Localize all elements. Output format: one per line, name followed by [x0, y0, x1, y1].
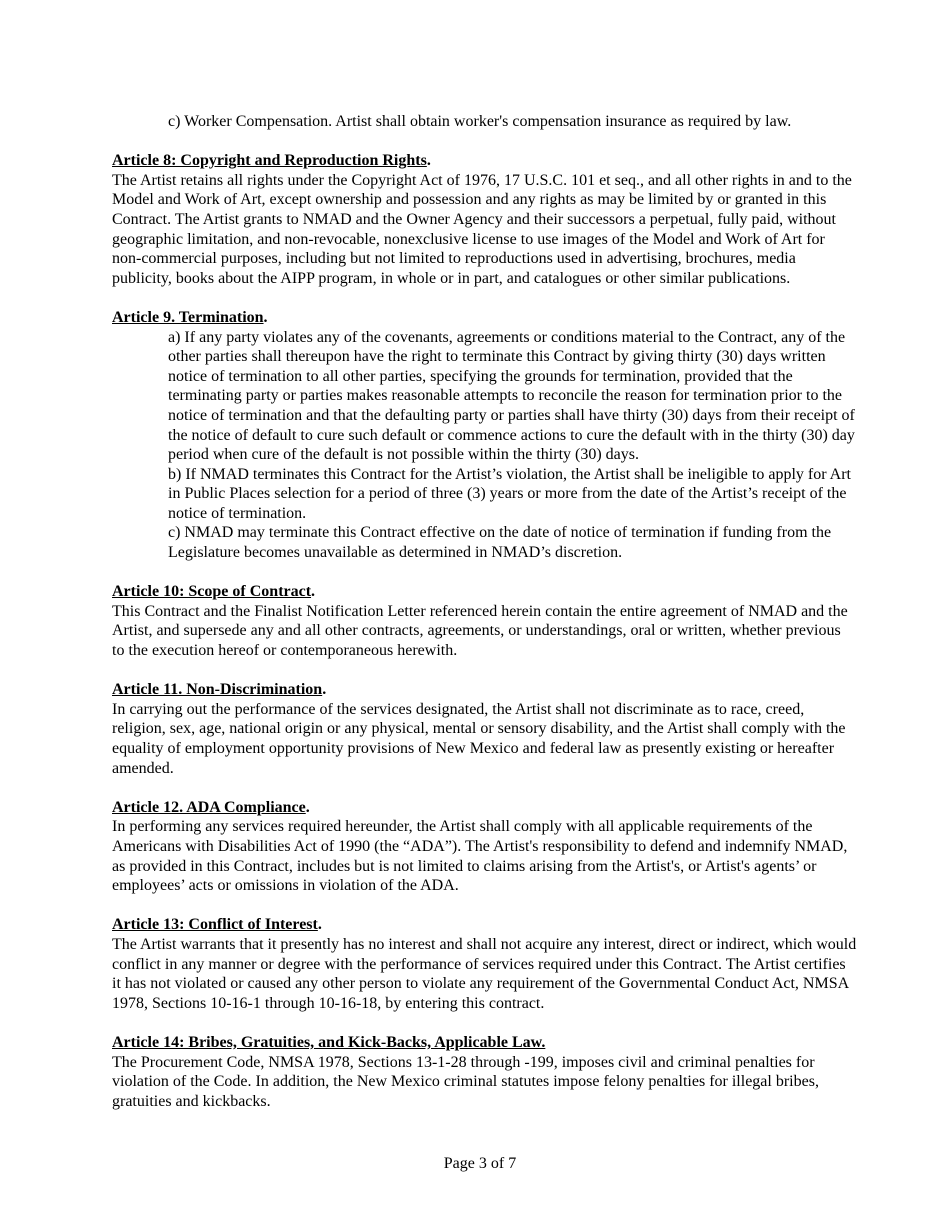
worker-compensation-item: c) Worker Compensation. Artist shall obtain worker's compensation insurance as required by law.	[168, 113, 792, 130]
article-11-title: Article 11. Non-Discrimination	[112, 681, 323, 699]
article-14	[112, 1033, 857, 1111]
article-9-title: Article 9. Termination	[112, 308, 264, 326]
article-10-body: This Contract and the Finalist Notification Letter referenced herein contain the entire agreement of NMAD and the Artist, and supersede any and all other contracts, agreements, or understandings, oral or written, whether previous to the execution hereof or contemporaneous herewith.	[112, 602, 848, 660]
article-9: Article 9. Termination. a) If any party violates any of the covenants, agreements or conditions material to the Contract, any of the other parties shall thereupon have the right to terminate this Contract by giving thirty (30) days written notice of termination to all other parties, specifying the grounds for termination, provided that the terminating party or parties makes reasonable attempts to reconcile the reason for termination prior to the notice of termination and that the defaulting party or parties shall have thirty (30) days from their receipt of the notice of default to cure such default or commence actions to cure the default with in the thirty (30) day period when cure of the default is not possible within the thirty (30) days. b) If NMAD terminates this Contract for the Artist’s violation, the Artist shall be ineligible to apply for Art in Public Places selection for a period of three (3) years or more from the date of the Artist’s receipt of the notice of termination. c) NMAD may terminate this Contract effective on the date of notice of termination if funding from the Legislature becomes unavailable as determined in NMAD’s discretion.	[112, 308, 857, 563]
article-11: Article 11. Non-Discrimination. In carrying out the performance of the services designated, the Artist shall not discriminate as to race, creed, religion, sex, age, national origin or any physical, mental or sensory disability, and the Artist shall comply with the equality of employment opportunity provisions of New Mexico and federal law as presently existing or hereafter amended.	[112, 680, 857, 778]
article-13-body: The Artist warrants that it presently has no interest and shall not acquire any interest, direct or indirect, which would conflict in any manner or degree with the performance of services required under this Contract. The Artist certifies it has not violated or caused any other person to violate any requirement of the Governmental Conduct Act, NMSA 1978, Sections 10-16-1 through 10-16-18, by entering this contract.	[112, 935, 857, 1012]
article-9-item-c: c) NMAD may terminate this Contract effective on the date of notice of termination if funding from the Legislature becomes unavailable as determined in NMAD’s discretion.	[168, 524, 832, 562]
article-8: Article 8: Copyright and Reproduction Rights. The Artist retains all rights under the Copyright Act of 1976, 17 U.S.C. 101 et seq., and all other rights in and to the Model and Work of Art, except ownership and possession and any rights as may be limited by or granted in this Contract. The Artist grants to NMAD and the Owner Agency and their successors a perpetual, fully paid, without geographic limitation, and non-revocable, nonexclusive license to use images of the Model and Work of Art for non-commercial purposes, including but not limited to reproductions used in advertising, brochures, media publicity, books about the AIPP program, in whole or in part, and catalogues or other similar publications.	[112, 151, 857, 288]
article-9-item-b: b) If NMAD terminates this Contract for the Artist’s violation, the Artist shall be ineligible to apply for Art in Public Places selection for a period of three (3) years or more from the date of the Artist’s receipt of the notice of termination.	[168, 465, 851, 522]
article-10-title: Article 10: Scope of Contract	[112, 583, 312, 601]
article-11-body: In carrying out the performance of the services designated, the Artist shall not discriminate as to race, creed, religion, sex, age, national origin or any physical, mental or sensory disability, and the Artist shall comply with the equality of employment opportunity provisions of New Mexico and federal law as presently existing or hereafter amended.	[112, 700, 846, 777]
article-14-body: The Procurement Code, NMSA 1978, Sections 13-1-28 through -199, imposes civil and criminal penalties for violation of the Code. In addition, the New Mexico criminal statutes impose felony penalties for illegal bribes, gratuities and kickbacks.	[112, 1053, 819, 1110]
document-page	[112, 112, 857, 1111]
article-8-body: The Artist retains all rights under the Copyright Act of 1976, 17 U.S.C. 101 et seq., and all other rights in and to the Model and Work of Art, except ownership and possession and any rights as may be limited by or granted in this Contract. The Artist grants to NMAD and the Owner Agency and their successors a perpetual, fully paid, without geographic limitation, and non-revocable, nonexclusive license to use images of the Model and Work of Art for non-commercial purposes, including but not limited to reproductions used in advertising, brochures, media publicity, books about the AIPP program, in whole or in part, and catalogues or other similar publications.	[112, 171, 852, 287]
article-12-body: In performing any services required hereunder, the Artist shall comply with all applicable requirements of the Americans with Disabilities Act of 1990 (the “ADA”). The Artist's responsibility to defend and indemnify NMAD, as provided in this Contract, includes but is not limited to claims arising from the Artist's, or Artist's agents’ or employees’ acts or omissions in violation of the ADA.	[112, 818, 848, 895]
article-13: Article 13: Conflict of Interest. The Artist warrants that it presently has no interest and shall not acquire any interest, direct or indirect, which would conflict in any manner or degree with the performance of services required under this Contract. The Artist certifies it has not violated or caused any other person to violate any requirement of the Governmental Conduct Act, NMSA 1978, Sections 10-16-1 through 10-16-18, by entering this contract.	[112, 916, 857, 1012]
article-13-title: Article 13: Conflict of Interest	[112, 916, 318, 934]
article-9-item-a: a) If any party violates any of the covenants, agreements or conditions material to the Contract, any of the other parties shall thereupon have the right to terminate this Contract by giving thirty (30) days written notice of termination to all other parties, specifying the grounds for termination, provided that the terminating party or parties makes reasonable attempts to reconcile the reason for termination prior to the notice of termination and that the defaulting party or parties shall have thirty (30) days from their receipt of the notice of default to cure such default or commence actions to cure the default with in the thirty (30) day period when cure of the default is not possible within the thirty (30) days.	[168, 328, 855, 464]
page-number: Page 3 of 7	[443, 1155, 517, 1172]
article-10: Article 10: Scope of Contract. This Contract and the Finalist Notification Letter referenced herein contain the entire agreement of NMAD and the Artist, and supersede any and all other contracts, agreements, or understandings, oral or written, whether previous to the execution hereof or contemporaneous herewith.	[112, 582, 857, 660]
article-12-title: Article 12. ADA Compliance	[112, 798, 306, 816]
article-8-title: Article 8: Copyright and Reproduction Rights	[112, 152, 427, 170]
article-12: Article 12. ADA Compliance. In performing any services required hereunder, the Artist shall comply with all applicable requirements of the Americans with Disabilities Act of 1990 (the “ADA”). The Artist's responsibility to defend and indemnify NMAD, as provided in this Contract, includes but is not limited to claims arising from the Artist's, or Artist's agents’ or employees’ acts or omissions in violation of the ADA.	[112, 798, 857, 896]
article-14-title: Article 14: Bribes, Gratuities, and Kick-Backs, Applicable Law.	[112, 1033, 546, 1051]
